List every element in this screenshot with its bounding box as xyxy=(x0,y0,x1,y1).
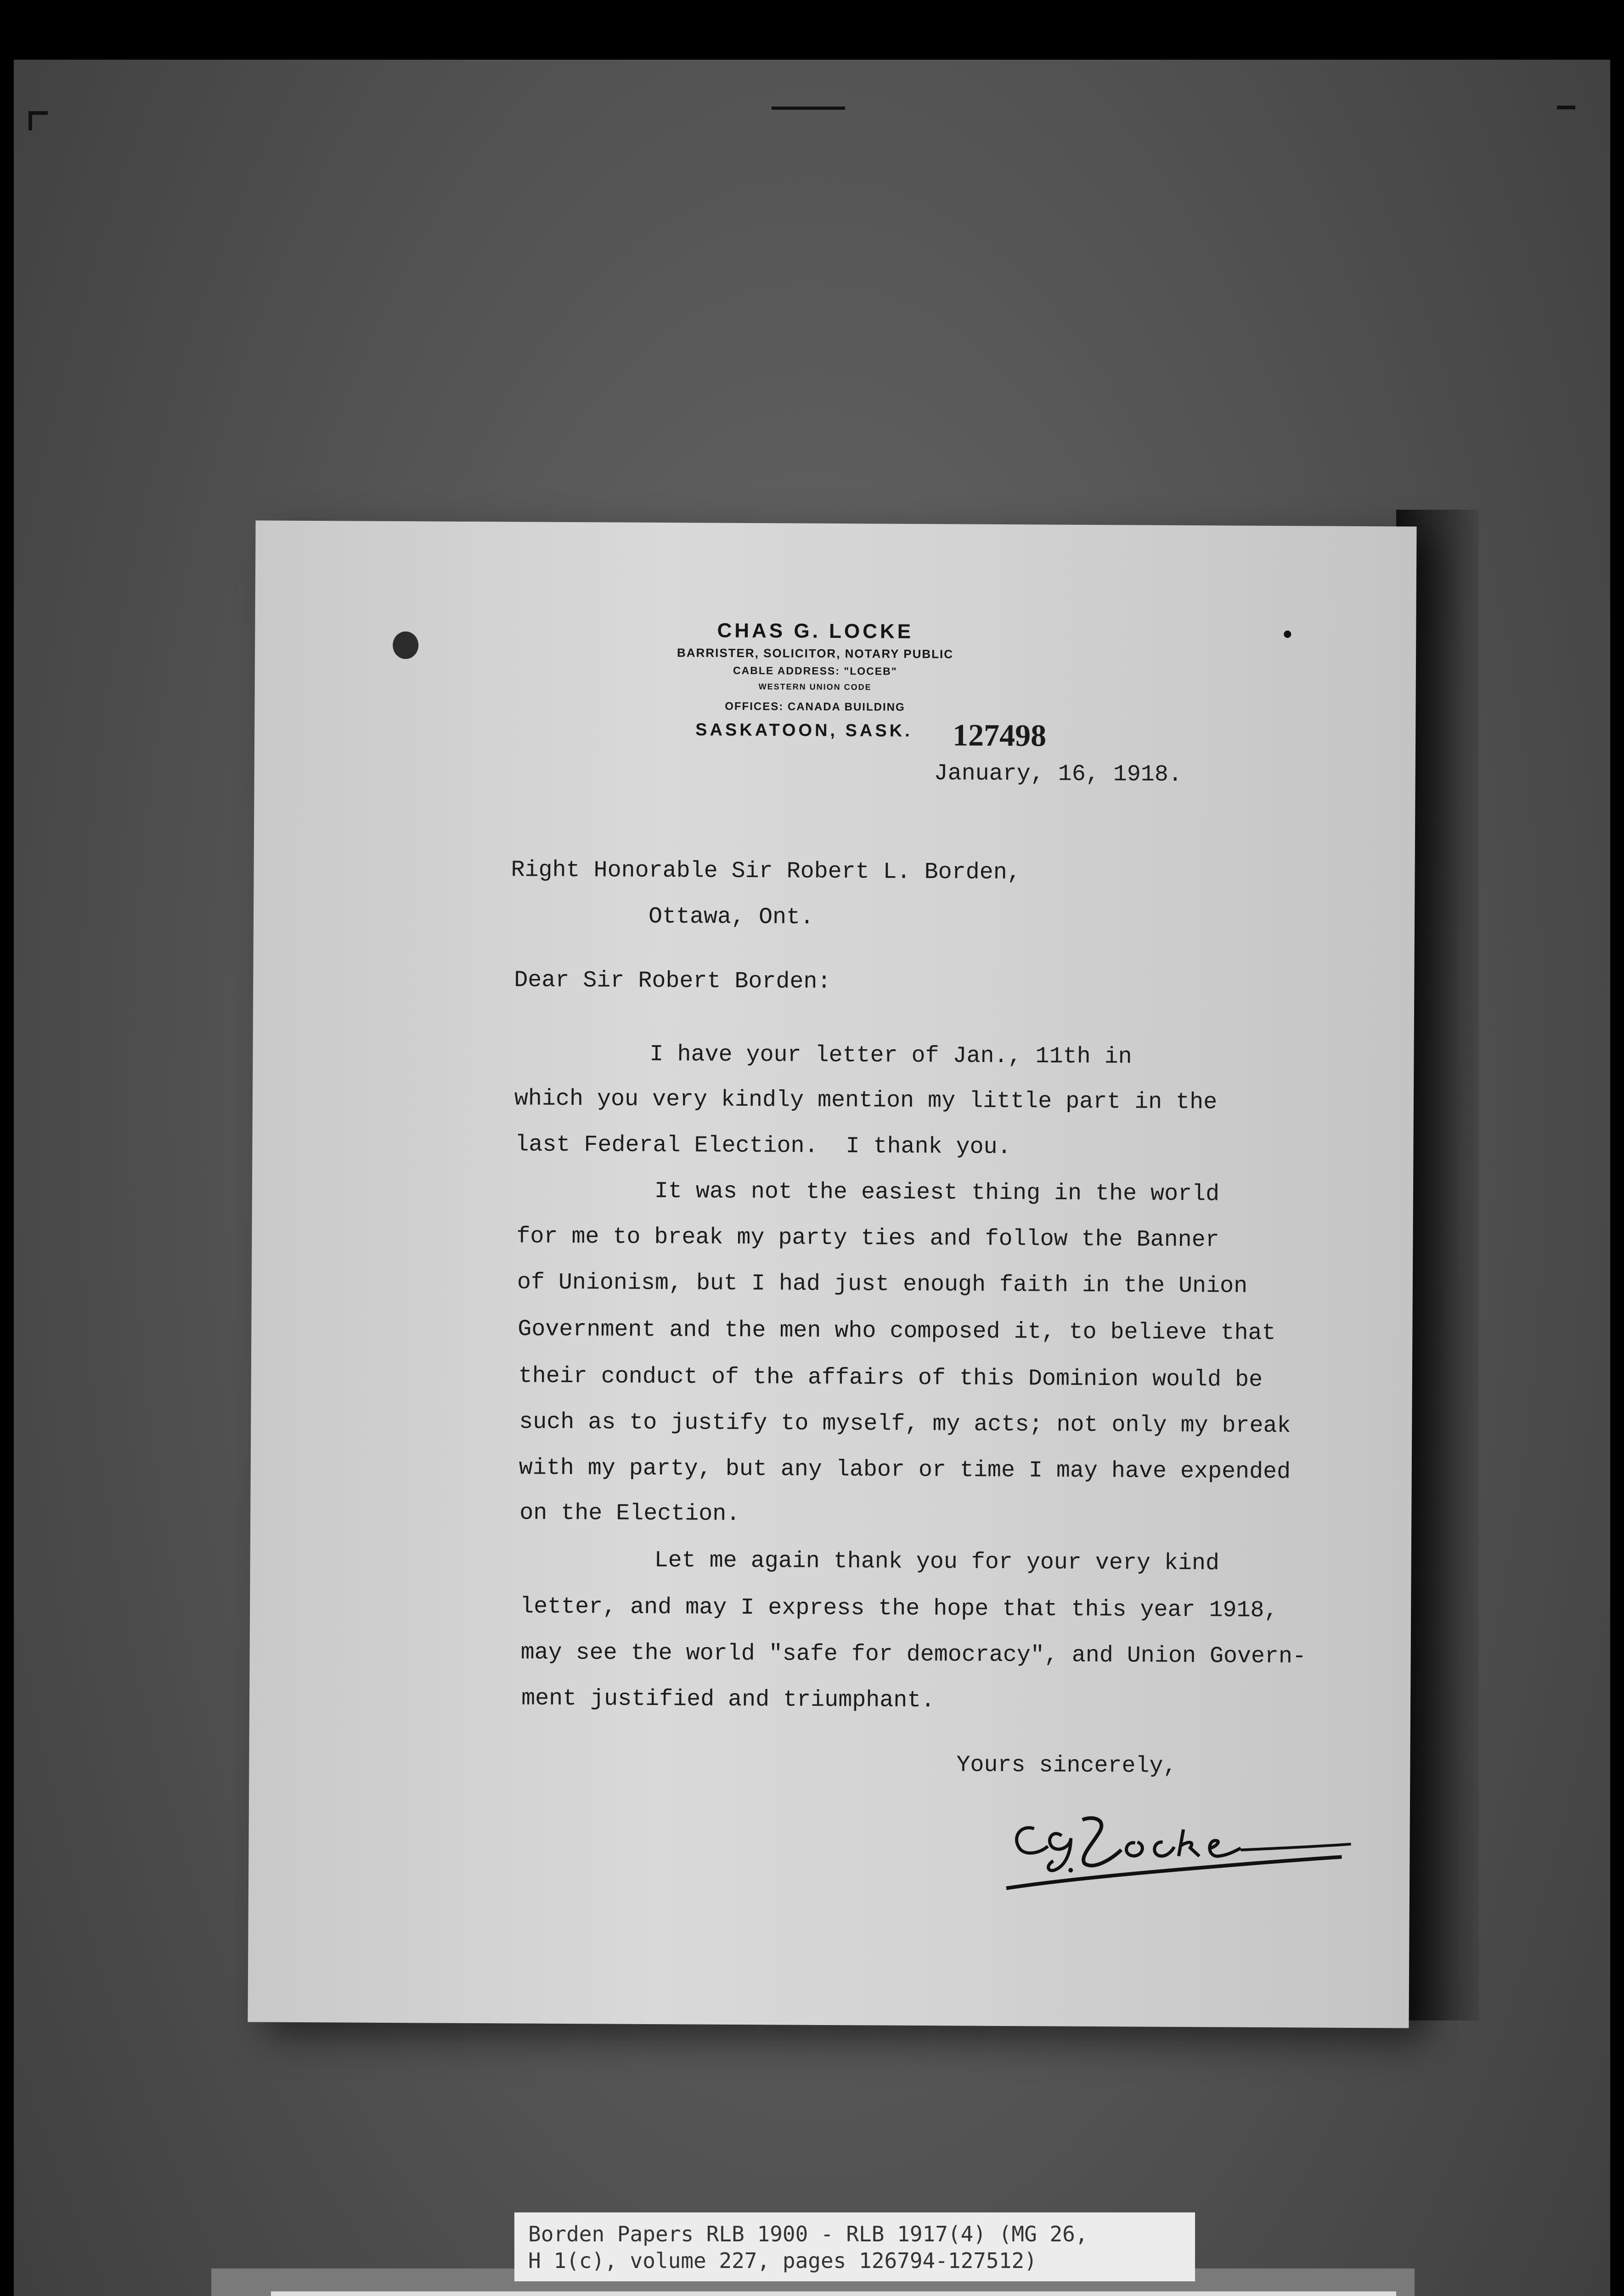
body-line: Let me again thank you for your very kind xyxy=(654,1547,1220,1577)
recipient-city: Ottawa, Ont. xyxy=(648,903,814,931)
body-line: their conduct of the affairs of this Dominion would be xyxy=(518,1363,1263,1393)
body-line: on the Election. xyxy=(519,1500,740,1527)
body-line: with my party, but any labor or time I may have expended xyxy=(519,1455,1291,1486)
body-line: letter, and may I express the hope that this year 1918, xyxy=(520,1593,1278,1624)
body-line: Government and the men who composed it, to believe that xyxy=(518,1316,1276,1347)
body-line: It was not the easiest thing in the world xyxy=(654,1178,1220,1208)
archive-reference-line2: H 1(c), volume 227, pages 126794-127512) xyxy=(528,2248,1037,2273)
recipient-name: Right Honorable Sir Robert L. Borden, xyxy=(511,857,1021,886)
body-line: last Federal Election. I thank you. xyxy=(515,1131,1011,1161)
letter-page xyxy=(248,520,1416,2028)
body-line: of Unionism, but I had just enough faith in the Union xyxy=(517,1269,1248,1300)
body-line: may see the world "safe for democracy", and Union Govern- xyxy=(520,1639,1307,1670)
archive-reference-label xyxy=(514,2212,1195,2281)
frame-top-dash xyxy=(772,107,845,110)
closing: Yours sincerely, xyxy=(956,1752,1177,1779)
body-line: such as to justify to myself, my acts; not only my break xyxy=(519,1409,1291,1440)
body-line: for me to break my party ties and follow the Banner xyxy=(516,1223,1219,1254)
punch-hole xyxy=(393,631,418,659)
body-line: ment justified and triumphant. xyxy=(521,1685,935,1714)
letterhead-name: CHAS G. LOCKE xyxy=(717,619,914,643)
body-line: I have your letter of Jan., 11th in xyxy=(649,1041,1132,1070)
body-line: which you very kindly mention my little part in the xyxy=(514,1086,1218,1116)
archive-reference-line1: Borden Papers RLB 1900 - RLB 1917(4) (MG 26, xyxy=(528,2222,1088,2246)
letterhead-titles: BARRISTER, SOLICITOR, NOTARY PUBLIC xyxy=(677,646,954,661)
document-number-stamp: 127498 xyxy=(952,717,1047,753)
frame-corner-mark-left-vert xyxy=(28,111,32,130)
archive-stamp-panel xyxy=(271,2291,1396,2296)
letterhead-code: WESTERN UNION CODE xyxy=(758,682,872,692)
salutation: Dear Sir Robert Borden: xyxy=(514,967,831,995)
letterhead-city: SASKATOON, SASK. xyxy=(695,720,913,741)
signature xyxy=(1002,1801,1360,1904)
paper-speck xyxy=(1284,630,1291,638)
frame-corner-mark-right xyxy=(1557,106,1575,109)
letterhead-offices: OFFICES: CANADA BUILDING xyxy=(725,700,905,714)
letter-date: January, 16, 1918. xyxy=(934,760,1182,788)
letterhead-cable: CABLE ADDRESS: "LOCEB" xyxy=(733,664,897,677)
